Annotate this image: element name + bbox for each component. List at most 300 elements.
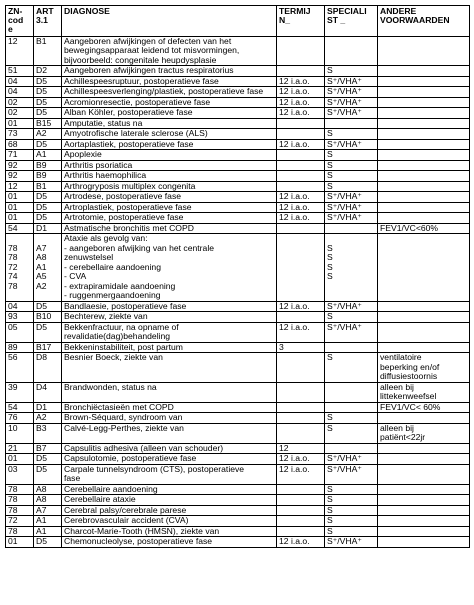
cell-line: 54: [8, 223, 18, 233]
cell-line: Amputatie, status na: [64, 118, 143, 128]
cell-line: 56: [8, 352, 18, 363]
cell-line: S: [327, 242, 333, 253]
termijn-cell: [277, 36, 325, 66]
andere-voorwaarden-cell: [378, 495, 470, 506]
cell-line: A7: [36, 505, 47, 515]
cell-line: 12 i.a.o.: [279, 139, 310, 149]
cell-line: [327, 234, 375, 244]
cell-line: [279, 234, 322, 244]
cell-line: Bekkenfractuur, na opname of: [64, 322, 179, 332]
termijn-cell: [277, 484, 325, 495]
cell-line: A1: [36, 526, 47, 536]
cell-line: [327, 37, 375, 47]
cell-line: [279, 413, 322, 423]
cell-line: [380, 343, 467, 353]
table-row: [6, 97, 470, 108]
andere-voorwaarden-cell: [378, 87, 470, 98]
cell-line: 12 i.a.o.: [279, 453, 310, 464]
cell-line: 12 i.a.o.: [279, 107, 310, 118]
table-row: [6, 526, 470, 537]
specialist-cell: [325, 382, 378, 402]
cell-line: Amyotrofische laterale sclerose (ALS): [64, 128, 208, 139]
art-cell: [34, 108, 62, 119]
specialist-cell: [325, 423, 378, 443]
table-row: [6, 353, 470, 383]
cell-line: littekenweefsel: [380, 391, 437, 402]
zn-code-cell: [6, 139, 34, 150]
art-cell: [34, 454, 62, 465]
specialist-cell: [325, 312, 378, 323]
cell-line: Ataxie als gevolg van:: [64, 233, 148, 244]
termijn-cell: [277, 301, 325, 312]
cell-line: 01: [8, 202, 18, 212]
cell-line: S⁺/VHA⁺: [327, 536, 362, 547]
cell-line: A1: [36, 515, 47, 526]
table-row: [6, 342, 470, 353]
diagnose-cell: [62, 443, 277, 454]
cell-line: 01: [8, 118, 18, 128]
cell-line: A8: [36, 484, 47, 494]
cell-line: D5: [36, 464, 47, 474]
cell-line: S⁺/VHA⁺: [327, 212, 362, 223]
cell-line: S⁺/VHA⁺: [327, 301, 362, 311]
cell-line: S: [327, 515, 333, 526]
andere-voorwaarden-cell: [378, 150, 470, 161]
cell-line: 01: [8, 191, 18, 202]
header-zn-code: [6, 6, 34, 37]
cell-line: S⁺/VHA⁺: [327, 464, 362, 474]
cell-line: 74: [8, 271, 18, 282]
table-row: [6, 312, 470, 323]
cell-line: [380, 161, 467, 171]
diagnose-cell: [62, 505, 277, 516]
zn-code-cell: [6, 342, 34, 353]
andere-voorwaarden-cell: [378, 413, 470, 424]
termijn-cell: [277, 402, 325, 413]
cell-line: 12 i.a.o.: [279, 464, 310, 474]
termijn-cell: [277, 526, 325, 537]
table-row: [6, 464, 470, 484]
table-row: [6, 160, 470, 171]
table-row: [6, 537, 470, 548]
termijn-cell: [277, 516, 325, 527]
table-row: [6, 171, 470, 182]
andere-voorwaarden-cell: [378, 516, 470, 527]
termijn-cell: [277, 505, 325, 516]
header-art: [34, 6, 62, 37]
cell-line: Arthritis haemophilica: [64, 170, 147, 181]
cell-line: - CVA: [64, 271, 87, 282]
art-cell: [34, 322, 62, 342]
header-line: ZN-: [8, 6, 23, 16]
art-cell: [34, 213, 62, 224]
cell-line: [279, 516, 322, 526]
termijn-cell: [277, 150, 325, 161]
table-row: [6, 484, 470, 495]
cell-line: [380, 140, 467, 150]
cell-line: bijvoorbeeld: congenitale heupdysplasie: [64, 54, 217, 65]
cell-line: [279, 224, 322, 234]
art-cell: [34, 171, 62, 182]
specialist-cell: [325, 150, 378, 161]
zn-code-cell: [6, 223, 34, 234]
andere-voorwaarden-cell: [378, 322, 470, 342]
art-cell: [34, 301, 62, 312]
specialist-cell: [325, 129, 378, 140]
header-line: ANDERE: [380, 6, 417, 16]
cell-line: [380, 323, 467, 333]
cell-line: [327, 224, 375, 234]
termijn-cell: [277, 537, 325, 548]
termijn-cell: [277, 97, 325, 108]
cell-line: [279, 312, 322, 322]
cell-line: [380, 192, 467, 202]
termijn-cell: [277, 464, 325, 484]
cell-line: [380, 129, 467, 139]
cell-line: [380, 66, 467, 76]
art-cell: [34, 423, 62, 443]
cell-line: [279, 424, 322, 434]
cell-line: [380, 302, 467, 312]
cell-line: 78: [8, 526, 18, 536]
cell-line: Capsulitis adhesiva (alleen van schouder): [64, 443, 224, 453]
zn-code-cell: [6, 150, 34, 161]
cell-line: S: [327, 261, 333, 272]
cell-line: [380, 516, 467, 526]
table-row: [6, 87, 470, 98]
table-row: [6, 322, 470, 342]
cell-line: Bandlaesie, postoperatieve fase: [64, 301, 187, 311]
cell-line: [380, 119, 467, 129]
termijn-cell: [277, 353, 325, 383]
cell-line: Aangeboren afwijkingen of defecten van het: [64, 36, 232, 46]
table-row: [6, 402, 470, 413]
andere-voorwaarden-cell: [378, 353, 470, 383]
table-row: [6, 76, 470, 87]
cell-line: 71: [8, 149, 18, 160]
specialist-cell: [325, 171, 378, 182]
specialist-cell: [325, 139, 378, 150]
cell-line: A7: [36, 242, 47, 253]
specialist-cell: [325, 353, 378, 383]
cell-line: 92: [8, 170, 18, 181]
diagnose-cell: [62, 36, 277, 66]
zn-code-cell: [6, 234, 34, 302]
art-cell: [34, 150, 62, 161]
diagnose-cell: [62, 353, 277, 383]
table-row: [6, 202, 470, 213]
table-body: [6, 36, 470, 547]
art-cell: [34, 443, 62, 454]
cell-line: 78: [8, 505, 18, 515]
cell-line: Cerebellaire ataxie: [64, 494, 136, 505]
art-cell: [34, 464, 62, 484]
andere-voorwaarden-cell: [378, 454, 470, 465]
specialist-cell: [325, 402, 378, 413]
cell-line: [380, 506, 467, 516]
cell-line: [380, 485, 467, 495]
cell-line: [380, 413, 467, 423]
table-row: [6, 413, 470, 424]
diagnose-cell: [62, 150, 277, 161]
table-row: [6, 192, 470, 203]
specialist-cell: [325, 108, 378, 119]
cell-line: [279, 403, 322, 413]
cell-line: D5: [36, 97, 47, 107]
cell-line: [279, 37, 322, 47]
andere-voorwaarden-cell: [378, 301, 470, 312]
zn-code-cell: [6, 322, 34, 342]
specialist-cell: [325, 495, 378, 506]
cell-line: 78: [8, 242, 18, 253]
cell-line: 02: [8, 97, 18, 107]
art-cell: [34, 87, 62, 98]
specialist-cell: [325, 192, 378, 203]
header-line: 3.1: [36, 15, 48, 26]
specialist-cell: [325, 66, 378, 77]
cell-line: D5: [36, 322, 47, 332]
cell-line: [380, 454, 467, 464]
cell-line: D5: [36, 107, 47, 118]
cell-line: Bechterew, ziekte van: [64, 311, 148, 322]
specialist-cell: [325, 537, 378, 548]
header-line: ART: [36, 6, 54, 16]
cell-line: B9: [36, 160, 47, 170]
diagnose-cell: [62, 76, 277, 87]
specialist-cell: [325, 526, 378, 537]
specialist-cell: [325, 516, 378, 527]
specialist-cell: [325, 202, 378, 213]
art-cell: [34, 36, 62, 66]
zn-code-cell: [6, 118, 34, 129]
cell-line: 78: [8, 484, 18, 494]
zn-code-cell: [6, 402, 34, 413]
diagnose-cell: [62, 202, 277, 213]
cell-line: Charcot-Marie-Tooth (HMSN), ziekte van: [64, 526, 220, 536]
diagnose-cell: [62, 537, 277, 548]
diagnose-cell: [62, 213, 277, 224]
cell-line: Alban Köhler, postoperatieve fase: [64, 107, 193, 118]
art-cell: [34, 97, 62, 108]
zn-code-cell: [6, 202, 34, 213]
zn-code-cell: [6, 171, 34, 182]
cell-line: D5: [36, 212, 47, 223]
termijn-cell: [277, 382, 325, 402]
cell-line: [279, 171, 322, 181]
cell-line: S: [327, 505, 333, 515]
cell-line: [327, 343, 375, 353]
header-line: TERMIJ: [279, 6, 311, 16]
diagnose-cell: [62, 301, 277, 312]
table-row: [6, 213, 470, 224]
diagnose-cell: [62, 402, 277, 413]
cell-line: S: [327, 65, 333, 76]
cell-line: revalidatie(dag)behandeling: [64, 331, 171, 342]
cell-line: B17: [36, 342, 52, 352]
termijn-cell: [277, 213, 325, 224]
diagnose-cell: [62, 516, 277, 527]
cell-line: S: [327, 252, 333, 263]
termijn-cell: [277, 129, 325, 140]
cell-line: Calvé-Legg-Perthes, ziekte van: [64, 423, 184, 433]
zn-code-cell: [6, 108, 34, 119]
art-cell: [34, 192, 62, 203]
andere-voorwaarden-cell: [378, 66, 470, 77]
cell-line: Chemonucleolyse, postoperatieve fase: [64, 536, 213, 547]
table-row: [6, 382, 470, 402]
header-line: VOORWAARDEN: [380, 15, 450, 26]
andere-voorwaarden-cell: [378, 537, 470, 548]
cell-line: [279, 506, 322, 516]
cell-line: [380, 495, 467, 505]
termijn-cell: [277, 171, 325, 182]
diagnose-cell: [62, 97, 277, 108]
cell-line: 76: [8, 412, 18, 423]
specialist-cell: [325, 160, 378, 171]
cell-line: fase: [64, 473, 81, 484]
specialist-cell: [325, 454, 378, 465]
cell-line: [380, 527, 467, 537]
cell-line: [380, 537, 467, 547]
zn-code-cell: [6, 181, 34, 192]
diagnose-cell: [62, 234, 277, 302]
andere-voorwaarden-cell: [378, 526, 470, 537]
cell-line: S⁺/VHA⁺: [327, 139, 362, 149]
zn-code-cell: [6, 526, 34, 537]
termijn-cell: [277, 66, 325, 77]
specialist-cell: [325, 223, 378, 234]
cell-line: 78: [8, 494, 18, 505]
cell-line: [380, 234, 467, 244]
andere-voorwaarden-cell: [378, 76, 470, 87]
termijn-cell: [277, 312, 325, 323]
diagnose-cell: [62, 312, 277, 323]
cell-line: 68: [8, 139, 18, 149]
cell-line: [279, 495, 322, 505]
cell-line: Brown-Séquard, syndroom van: [64, 412, 183, 423]
zn-code-cell: [6, 505, 34, 516]
cell-line: Arthrogryposis multiplex congenita: [64, 181, 196, 191]
cell-line: S: [327, 352, 333, 363]
termijn-cell: [277, 234, 325, 302]
cell-line: Astmatische bronchitis met COPD: [64, 223, 194, 233]
cell-line: S: [327, 311, 333, 322]
zn-code-cell: [6, 353, 34, 383]
cell-line: Cerebral palsy/cerebrale parese: [64, 505, 187, 515]
andere-voorwaarden-cell: [378, 342, 470, 353]
cell-line: bewegingsapparaat leidend tot misvormingen,: [64, 45, 240, 56]
header-line: SPECIALI: [327, 6, 367, 16]
termijn-cell: [277, 76, 325, 87]
specialist-cell: [325, 213, 378, 224]
cell-line: S⁺/VHA⁺: [327, 86, 362, 97]
zn-code-cell: [6, 413, 34, 424]
cell-line: A2: [36, 128, 47, 139]
art-cell: [34, 223, 62, 234]
cell-line: 04: [8, 86, 18, 97]
header-termijn: [277, 6, 325, 37]
cell-line: S: [327, 526, 333, 536]
cell-line: [279, 353, 322, 363]
cell-line: 01: [8, 212, 18, 223]
termijn-cell: [277, 108, 325, 119]
andere-voorwaarden-cell: [378, 423, 470, 443]
termijn-cell: [277, 342, 325, 353]
termijn-cell: [277, 192, 325, 203]
diagnose-cell: [62, 171, 277, 182]
cell-line: diffusiestoornis: [380, 371, 438, 382]
cell-line: 12: [8, 36, 18, 46]
table-row: [6, 108, 470, 119]
cell-line: - ruggenmergaandoening: [64, 290, 161, 301]
termijn-cell: [277, 181, 325, 192]
specialist-cell: [325, 484, 378, 495]
cell-line: S: [327, 484, 333, 494]
art-cell: [34, 234, 62, 302]
table-row: [6, 139, 470, 150]
art-cell: [34, 484, 62, 495]
andere-voorwaarden-cell: [378, 108, 470, 119]
zn-code-cell: [6, 464, 34, 484]
zn-code-cell: [6, 213, 34, 224]
cell-line: - aangeboren afwijking van het centrale: [64, 242, 215, 253]
cell-line: S⁺/VHA⁺: [327, 322, 362, 332]
cell-line: A1: [36, 149, 47, 160]
cell-line: Achillespeesruptuur, postoperatieve fase: [64, 76, 219, 86]
cell-line: Bekkeninstabiliteit, post partum: [64, 342, 183, 352]
cell-line: ventilatoire: [380, 352, 422, 363]
cell-line: S⁺/VHA⁺: [327, 191, 362, 202]
cell-line: 73: [8, 128, 18, 139]
cell-line: Arthritis psoriatica: [64, 160, 133, 170]
cell-line: Apoplexie: [64, 149, 102, 160]
cell-line: B15: [36, 118, 52, 128]
header-line: N_: [279, 15, 290, 26]
specialist-cell: [325, 181, 378, 192]
cell-line: 12 i.a.o.: [279, 536, 310, 547]
cell-line: S⁺/VHA⁺: [327, 76, 362, 86]
cell-line: B1: [36, 181, 47, 191]
art-cell: [34, 66, 62, 77]
cell-line: 12 i.a.o.: [279, 322, 310, 332]
cell-line: D5: [36, 191, 47, 202]
cell-line: [380, 37, 467, 47]
cell-line: S: [327, 149, 333, 160]
cell-line: Bronchiëctasieën met COPD: [64, 402, 174, 412]
cell-line: Acromionresectie, postoperatieve fase: [64, 97, 211, 107]
cell-line: - extrapiramidale aandoening: [64, 280, 176, 291]
cell-line: Achillespeesverlenging/plastiek, postoperatieve fase: [64, 86, 264, 97]
cell-line: - cerebellaire aandoening: [64, 261, 161, 272]
cell-line: 12 i.a.o.: [279, 191, 310, 202]
cell-line: [279, 119, 322, 129]
diagnose-cell: [62, 423, 277, 443]
zn-code-cell: [6, 129, 34, 140]
cell-line: S: [327, 128, 333, 139]
cell-line: [380, 77, 467, 87]
art-cell: [34, 505, 62, 516]
andere-voorwaarden-cell: [378, 312, 470, 323]
cell-line: 12 i.a.o.: [279, 212, 310, 223]
art-cell: [34, 181, 62, 192]
diagnosis-table: [5, 5, 470, 548]
cell-line: [279, 182, 322, 192]
art-cell: [34, 76, 62, 87]
table-row: [6, 495, 470, 506]
cell-line: Besnier Boeck, ziekte van: [64, 352, 163, 363]
cell-line: patiënt<22jr: [380, 432, 426, 443]
termijn-cell: [277, 322, 325, 342]
